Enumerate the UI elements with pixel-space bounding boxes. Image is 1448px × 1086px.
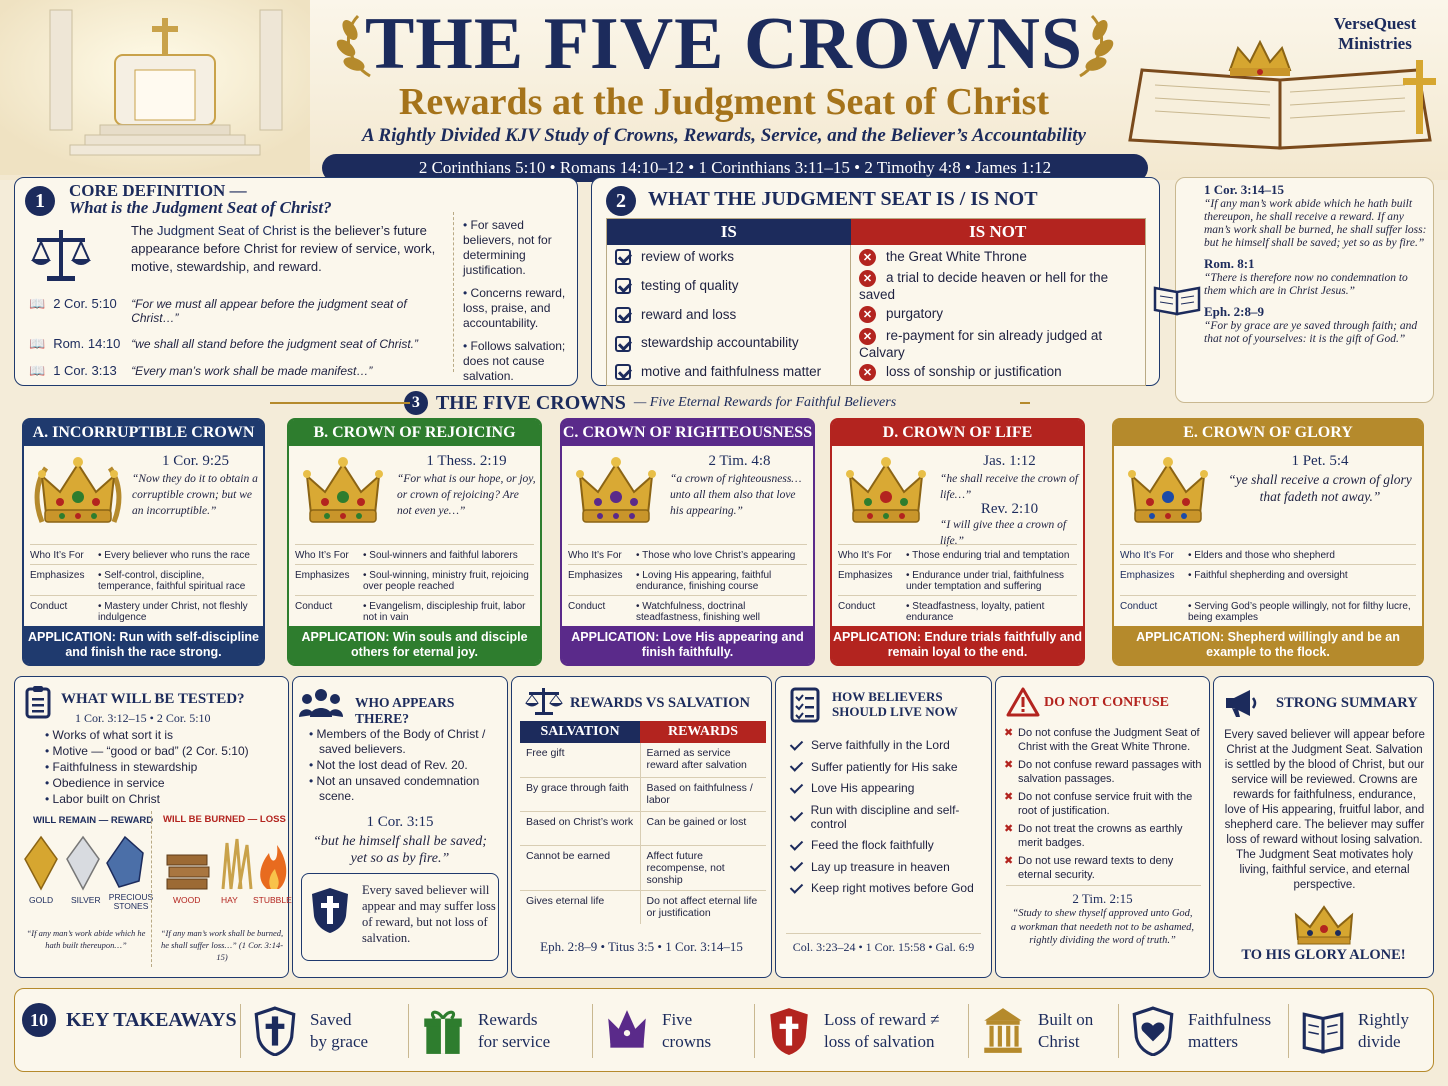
core-ref-row: 📖 2 Cor. 5:10 “For we must all appear before the judgment seat of Christ…”	[29, 296, 407, 325]
temple-icon	[980, 1006, 1026, 1056]
heart-shield-icon	[1130, 1006, 1176, 1056]
list-item: Keep right motives before God	[790, 881, 990, 895]
crown-card-header: C. CROWN OF RIGHTEOUSNESS	[562, 420, 813, 446]
verse-text: “For by grace are ye saved through faith; and that not of yourselves: it is the gift of God.”	[1204, 320, 1418, 345]
crown-quote: “For what is our hope, or joy, or crown of rejoicing? Are not even ye…”	[397, 473, 536, 517]
tested-refs: 1 Cor. 3:12–15 • 2 Cor. 5:10	[75, 711, 211, 725]
appears-ref: 1 Cor. 3:15	[366, 814, 434, 830]
material-label: SILVER	[71, 895, 101, 905]
core-bullets: • For saved believers, not for determining justification. • Concerns reward, loss, praise, and accountability. • Follows salvation; does not cause salvation.	[463, 218, 573, 385]
crown-application: APPLICATION: Run with self-discipline and finish the race strong.	[24, 626, 263, 664]
crown-card-header: B. CROWN OF REJOICING	[289, 420, 540, 446]
appears-quote: “but he himself shall be saved; yet so as by fire.”	[313, 834, 487, 866]
is-isnot-row: review of works ✕ the Great White Throne	[607, 245, 1146, 271]
burn-quote: “If any man’s work shall be burned, he shall suffer loss…” (1 Cor. 3:14-15)	[160, 928, 284, 962]
crown-row-cond: Conduct • Watchfulness, doctrinal steadfastness, finishing well	[568, 595, 807, 623]
live-title-2: SHOULD LIVE NOW	[832, 704, 958, 719]
ornament-right	[1020, 402, 1030, 404]
takeaway-line-2: loss of salvation	[824, 1032, 935, 1051]
crown-icon	[1292, 905, 1356, 947]
crown-quote: “a crown of righteousness… unto all them also that love his appearing.”	[670, 473, 802, 517]
summary-panel	[1213, 676, 1434, 978]
confuse-divider	[1006, 885, 1201, 886]
is-isnot-row: stewardship accountability ✕ re-payment for sin already judged at Calvary	[607, 328, 1146, 360]
takeaway-separator	[968, 1004, 969, 1058]
material-label: HAY	[221, 895, 238, 905]
core-definition-divider	[453, 212, 454, 372]
is-isnot-title: WHAT THE JUDGMENT SEAT IS / IS NOT	[648, 188, 1038, 210]
is-isnot-row: reward and loss ✕ purgatory	[607, 302, 1146, 328]
check-icon	[790, 861, 801, 872]
core-definition-subtitle: What is the Judgment Seat of Christ?	[69, 198, 332, 217]
appears-list: • Members of the Body of Christ / saved believers. • Not the lost dead of Rev. 20. • Not an unsaved condemnation scene.	[305, 727, 501, 805]
x-circle-icon: ✕	[859, 328, 876, 345]
crown-icon	[840, 452, 932, 530]
crown-row-who: Who It’s For • Elders and those who shepherd	[1120, 544, 1416, 561]
book-icon: 📖	[29, 363, 46, 378]
takeaway-line-1: Rightly	[1358, 1010, 1410, 1029]
crown-icon	[604, 1006, 650, 1056]
takeaway-line-1: Loss of reward ≠	[824, 1010, 940, 1029]
tested-panel	[14, 676, 292, 978]
takeaway-line-1: Rewards	[478, 1010, 538, 1029]
bible-icon	[1300, 1006, 1346, 1056]
live-now-panel	[775, 676, 992, 978]
people-icon	[299, 687, 343, 719]
core-definition-text: The Judgment Seat of Christ is the believer’s future appearance before Christ for review of service, work, motive, stewardship, and reward.	[131, 223, 436, 274]
cross-shield-icon	[310, 886, 350, 934]
crown-row-cond: Conduct • Steadfastness, loyalty, patient endurance	[838, 595, 1077, 623]
takeaway-item	[980, 998, 1093, 1064]
core-ref-row: 📖 Rom. 14:10 “we shall all stand before the judgment seat of Christ.”	[29, 336, 418, 351]
live-title-1: HOW BELIEVERS	[832, 689, 943, 704]
crown-ref: 1 Pet. 5:4	[1291, 453, 1349, 469]
takeaway-line-1: Saved	[310, 1010, 352, 1029]
takeaway-separator	[408, 1004, 409, 1058]
brand-line-2: Ministries	[1338, 34, 1412, 53]
warning-icon	[1006, 687, 1040, 717]
page-subtitle: Rewards at the Judgment Seat of Christ	[398, 81, 1050, 123]
five-crowns-heading	[270, 390, 1030, 416]
section-number-3: 3	[404, 391, 428, 415]
crown-card	[22, 418, 265, 666]
takeaway-line-1: Faithfulness	[1188, 1010, 1272, 1029]
crown-icon	[32, 452, 124, 530]
check-icon	[615, 249, 631, 265]
live-refs: Col. 3:23–24 • 1 Cor. 15:58 • Gal. 6:9	[792, 940, 975, 954]
rewards-vs-title: REWARDS VS SALVATION	[570, 695, 750, 711]
list-item: Run with discipline and self-control	[790, 803, 990, 831]
ornament-left	[270, 402, 410, 404]
check-icon	[790, 783, 801, 794]
table-row: By grace through faith Based on faithfulness / labor	[520, 777, 766, 811]
takeaways-heading	[22, 1003, 237, 1037]
x-circle-icon: ✕	[859, 306, 876, 323]
crown-quote: “Now they do it to obtain a corruptible crown; but we an incorruptible.”	[132, 473, 258, 517]
crown-application: APPLICATION: Endure trials faithfully and remain loyal to the end.	[832, 626, 1083, 664]
definition-highlight: Judgment Seat of Christ	[157, 223, 297, 238]
takeaway-line-2: divide	[1358, 1032, 1401, 1051]
scripture-reference-bar: 2 Corinthians 5:10 • Romans 14:10–12 • 1 Corinthians 3:11–15 • 2 Timothy 4:8 • James 1:12	[322, 154, 1148, 182]
takeaway-separator	[592, 1004, 593, 1058]
crown-row-cond: Conduct • Serving God’s people willingly, not for filthy lucre, being examples	[1120, 595, 1416, 623]
five-crowns-title: THE FIVE CROWNS	[435, 391, 626, 414]
tested-title: WHAT WILL BE TESTED?	[61, 691, 245, 707]
takeaway-line-2: by grace	[310, 1032, 369, 1051]
page-title: THE FIVE CROWNS	[364, 3, 1084, 85]
check-icon	[615, 364, 631, 380]
scales-icon	[524, 685, 564, 717]
list-item: Love His appearing	[790, 781, 990, 795]
takeaway-line-2: crowns	[662, 1032, 712, 1051]
takeaway-line-2: Christ	[1038, 1032, 1080, 1051]
table-row: Cannot be earned Affect future recompense, not sonship	[520, 845, 766, 890]
crown-icon	[570, 452, 662, 530]
core-definition-panel	[14, 177, 578, 386]
open-book-icon	[1152, 282, 1202, 316]
appears-note-box	[301, 873, 499, 961]
takeaway-line-2: matters	[1188, 1032, 1239, 1051]
table-row: Free gift Earned as service reward after salvation	[520, 743, 766, 777]
crown-ref: 1 Thess. 2:19	[426, 453, 507, 469]
material-label: GOLD	[29, 895, 54, 905]
crown-row-who: Who It’s For • Soul-winners and faithful laborers	[295, 544, 534, 561]
crown-row-emph: Emphasizes • Faithful shepherding and oversight	[1120, 564, 1416, 581]
check-icon	[790, 811, 801, 822]
is-isnot-row: motive and faithfulness matter ✕ loss of sonship or justification	[607, 360, 1146, 386]
live-list	[790, 738, 990, 903]
confuse-title: DO NOT CONFUSE	[1044, 695, 1169, 710]
book-icon: 📖	[29, 296, 46, 311]
crown-application: APPLICATION: Love His appearing and finish faithfully.	[562, 626, 813, 664]
verse-text: “There is therefore now no condemnation to them which are in Christ Jesus.”	[1204, 272, 1408, 297]
open-bible-crown-illustration	[1120, 40, 1448, 152]
section-number-1: 1	[25, 186, 55, 216]
crown-quote: “he shall receive the crown of life…”	[940, 473, 1079, 501]
do-not-confuse-panel	[995, 676, 1210, 978]
takeaway-line-2: for service	[478, 1032, 551, 1051]
check-icon	[615, 336, 631, 352]
remain-label: WILL REMAIN — REWARD	[33, 815, 154, 826]
appears-title: WHO APPEARS THERE?	[355, 695, 455, 726]
rewards-vs-table	[520, 721, 766, 924]
check-icon	[615, 307, 631, 323]
crown-row-who: Who It’s For • Every believer who runs the race	[30, 544, 257, 561]
checklist-icon	[790, 687, 820, 723]
confuse-list: ✖ Do not confuse the Judgment Seat of Christ with the Great White Throne. ✖ Do not confuse reward passages with salvation passages. ✖ Do not confuse service fruit with the root of justification. ✖ Do not treat the crowns as earthly merit badges. ✖ Do not use reward texts to deny eternal security.	[1004, 726, 1206, 886]
core-ref-row: 📖 1 Cor. 3:13 “Every man’s work shall be made manifest…”	[29, 363, 373, 378]
live-divider	[786, 933, 981, 934]
crown-icon	[297, 452, 389, 530]
check-icon	[790, 840, 801, 851]
crown-card-header: E. CROWN OF GLORY	[1114, 420, 1422, 446]
isnot-header: IS NOT	[851, 219, 1146, 245]
list-item: Suffer patiently for His sake	[790, 760, 990, 774]
section-number-10: 10	[22, 1003, 56, 1037]
cross-shield-icon	[252, 1006, 298, 1056]
crown-card-header: A. INCORRUPTIBLE CROWN	[24, 420, 263, 446]
crown-icon	[1122, 452, 1214, 530]
clipboard-icon	[25, 685, 51, 719]
takeaway-item	[1130, 998, 1271, 1064]
takeaway-item	[252, 998, 368, 1064]
takeaway-separator	[754, 1004, 755, 1058]
crown-quote-2: “I will give thee a crown of life.”	[940, 519, 1067, 547]
summary-text: Every saved believer will appear before Christ at the Judgment Seat. Salvation is settled by the blood of Christ, but our service will be reviewed. Crowns are rewards for faithfulness, endurance, love of His appearing, fruitful labor, and shepherd care. The believer may suffer loss of reward without losing salvation. The Judgment Seat motivates holy living, faithful service, and eternal perspective.	[1224, 729, 1425, 891]
remain-quote: “If any man’s work abide which he hath built thereupon…”	[26, 928, 146, 950]
book-icon: 📖	[29, 336, 46, 351]
is-header: IS	[607, 219, 851, 245]
material-label: STUBBLE	[253, 895, 292, 905]
crown-row-who: Who It’s For • Those who love Christ’s appearing	[568, 544, 807, 561]
takeaway-separator	[240, 1004, 241, 1058]
is-isnot-row: testing of quality ✕ a trial to decide heaven or hell for the saved	[607, 270, 1146, 302]
x-circle-icon: ✕	[859, 364, 876, 381]
verse-text: “If any man’s work abide which he hath built thereupon, he shall receive a reward. If any man’s work shall be burned, he shall suffer loss: but he himself shall be saved; yet so as by fire.”	[1204, 198, 1427, 249]
confuse-ref: 2 Tim. 2:15	[1072, 891, 1133, 906]
material-label: PRECIOUS STONES	[108, 892, 154, 911]
crown-row-cond: Conduct • Mastery under Christ, not fleshly indulgence	[30, 595, 257, 623]
summary-closing: TO HIS GLORY ALONE!	[1241, 947, 1406, 963]
crown-card	[1112, 418, 1424, 666]
crown-ref: Jas. 1:12	[983, 453, 1036, 469]
crown-row-emph: Emphasizes • Loving His appearing, faithful endurance, finishing course	[568, 564, 807, 592]
material-label: WOOD	[173, 895, 201, 905]
check-icon	[790, 883, 801, 894]
crown-ref: 2 Tim. 4:8	[708, 453, 771, 469]
table-row: Gives eternal life Do not affect eternal life or justification	[520, 890, 766, 924]
list-item: Feed the flock faithfully	[790, 838, 990, 852]
crown-row-emph: Emphasizes • Endurance under trial, faithfulness under temptation and suffering	[838, 564, 1077, 592]
check-icon	[615, 278, 631, 294]
takeaway-separator	[1118, 1004, 1119, 1058]
crown-card	[560, 418, 815, 666]
brand-line-1: VerseQuest	[1333, 14, 1417, 33]
list-item: Lay up treasure in heaven	[790, 860, 990, 874]
crown-ref: 1 Cor. 9:25	[161, 453, 230, 469]
core-definition-title: CORE DEFINITION —	[69, 181, 247, 200]
burn-label: WILL BE BURNED — LOSS	[163, 814, 286, 825]
rewards-header: REWARDS	[640, 721, 766, 743]
verse-ref: Rom. 8:1	[1204, 256, 1255, 271]
appears-note: Every saved believer will appear and may suffer loss of reward, but not loss of salvation.	[362, 883, 496, 945]
materials-divider	[151, 811, 152, 967]
takeaway-item	[766, 998, 940, 1064]
key-verses-panel	[1175, 177, 1434, 403]
confuse-quote: “Study to shew thyself approved unto God, a workman that needeth not to be ashamed, rightly dividing the word of truth.”	[1010, 908, 1195, 946]
crown-application: APPLICATION: Shepherd willingly and be an example to the flock.	[1114, 626, 1422, 664]
tested-list: • Works of what sort it is • Motive — “good or bad” (2 Cor. 5:10) • Faithfulness in stewardship • Obedience in service • Labor built on Christ	[45, 728, 285, 808]
scales-icon	[29, 226, 93, 284]
table-row: Based on Christ’s work Can be gained or lost	[520, 811, 766, 845]
crown-application: APPLICATION: Win souls and disciple others for eternal joy.	[289, 626, 540, 664]
crown-row-emph: Emphasizes • Soul-winning, ministry fruit, rejoicing over people reached	[295, 564, 534, 592]
check-icon	[790, 740, 801, 751]
takeaways-title: KEY TAKEAWAYS	[66, 1008, 237, 1031]
crown-row-who: Who It’s For • Those enduring trial and temptation	[838, 544, 1077, 561]
takeaway-item	[1300, 998, 1409, 1064]
is-isnot-table	[606, 218, 1146, 386]
materials-illustration	[23, 833, 287, 893]
crown-card-header: D. CROWN OF LIFE	[832, 420, 1083, 446]
five-crowns-subtitle: — Five Eternal Rewards for Faithful Believers	[633, 395, 897, 410]
crown-quote: “ye shall receive a crown of glory that fadeth not away.”	[1228, 472, 1412, 504]
summary-title: STRONG SUMMARY	[1276, 695, 1418, 711]
crown-card	[287, 418, 542, 666]
list-item: Serve faithfully in the Lord	[790, 738, 990, 752]
rewards-vs-refs: Eph. 2:8–9 • Titus 3:5 • 1 Cor. 3:14–15	[540, 939, 743, 954]
red-shield-icon	[766, 1006, 812, 1056]
takeaway-separator	[1288, 1004, 1289, 1058]
crown-card	[830, 418, 1085, 666]
verse-ref: Eph. 2:8–9	[1204, 304, 1264, 319]
x-circle-icon: ✕	[859, 249, 876, 266]
crown-row-cond: Conduct • Evangelism, discipleship fruit, labor not in vain	[295, 595, 534, 623]
rewards-vs-salvation-panel	[511, 676, 772, 978]
verse-ref: 1 Cor. 3:14–15	[1204, 182, 1285, 197]
is-isnot-panel	[591, 177, 1160, 386]
crown-row-emph: Emphasizes • Self-control, discipline, temperance, faithful spiritual race	[30, 564, 257, 592]
core-refs-list	[29, 296, 449, 390]
appears-panel	[292, 676, 508, 978]
x-circle-icon: ✕	[859, 270, 876, 287]
section-number-2: 2	[606, 186, 636, 216]
takeaway-item	[420, 998, 550, 1064]
megaphone-icon	[1224, 687, 1260, 719]
takeaway-item	[604, 998, 711, 1064]
page-tagline: A Rightly Divided KJV Study of Crowns, Rewards, Service, and the Believer’s Accountability	[362, 125, 1086, 146]
salvation-header: SALVATION	[520, 721, 640, 743]
crown-ref-2: Rev. 2:10	[980, 501, 1039, 517]
check-icon	[790, 761, 801, 772]
takeaway-line-1: Five	[662, 1010, 693, 1029]
gift-icon	[420, 1006, 466, 1056]
takeaway-line-1: Built on	[1038, 1010, 1094, 1029]
